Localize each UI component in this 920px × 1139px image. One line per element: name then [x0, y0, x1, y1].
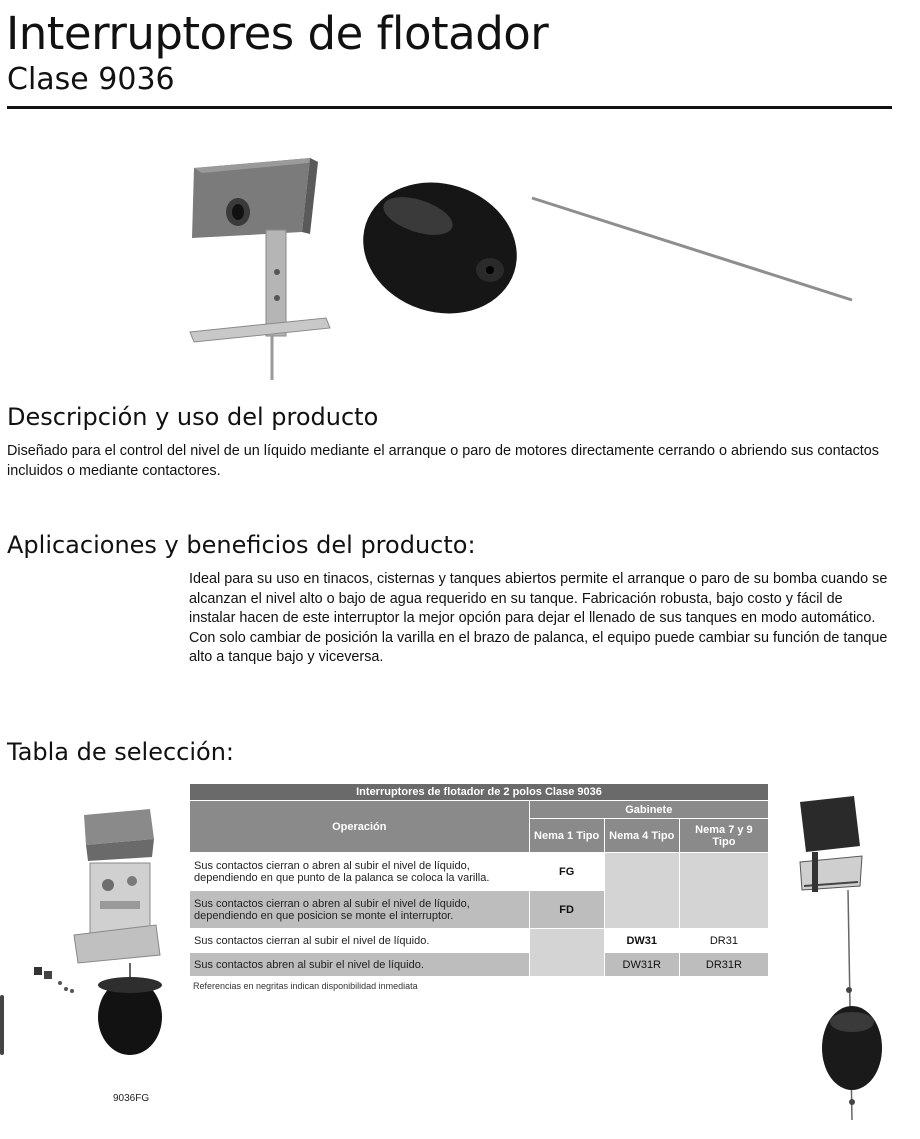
- row-nema1: FG: [529, 853, 604, 891]
- selection-table: [189, 783, 769, 977]
- table-row: [190, 853, 769, 891]
- row-nema4: DW31R: [604, 953, 679, 977]
- header-rule: [7, 106, 892, 109]
- switch-housing-image: [190, 158, 330, 380]
- row-nema1: FD: [529, 891, 604, 929]
- page-subtitle: Clase 9036: [7, 62, 175, 97]
- rod-image: [532, 198, 852, 300]
- description-body: Diseñado para el control del nivel de un líquido mediante el arranque o paro de motores directamente cerrando o abriendo sus contactos incluidos o mediante contactores.: [7, 443, 879, 479]
- column-header-nema4: Nema 4 Tipo: [604, 819, 679, 853]
- row-nema79: DR31R: [679, 953, 768, 977]
- image-caption: 9036FG: [113, 1093, 150, 1104]
- applications-body: Ideal para su uso en tinacos, cisternas y tanques abiertos permite el arranque o paro de su bomba cuando se alcanzan el nivel alto o bajo de agua requerido en su tanque. Fabricación robusta, bajo costo y fácil de instalar hacen de este interruptor la mejor opción para dejar el llenado de sus tanques en modo automático. Con solo cambiar de posición la varilla en el brazo de palanca, el equipo puede cambiar su función de tanque alto a tanque bajo y viceversa.: [189, 571, 888, 665]
- applications-heading: Aplicaciones y beneficios del producto:: [7, 531, 476, 559]
- column-group-gabinete: Gabinete: [529, 801, 768, 819]
- float-image: [346, 163, 534, 333]
- selection-heading: Tabla de selección:: [7, 738, 235, 766]
- column-header-nema79: Nema 7 y 9 Tipo: [679, 819, 768, 853]
- table-note: Referencias en negritas indican disponibilidad inmediata: [193, 981, 418, 991]
- edge-mark: [0, 995, 4, 1055]
- row-nema79: DR31: [679, 929, 768, 953]
- description-heading: Descripción y uso del producto: [7, 403, 379, 431]
- row-nema4-empty: [604, 853, 679, 929]
- table-title: Interruptores de flotador de 2 polos Clase 9036: [190, 784, 769, 801]
- row-operacion: Sus contactos cierran o abren al subir el nivel de líquido, dependiendo en que punto de la palanca se coloca la varilla.: [190, 853, 530, 891]
- table-row: [190, 929, 769, 953]
- row-nema4: DW31: [604, 929, 679, 953]
- column-header-operacion: Operación: [190, 801, 530, 853]
- row-operacion: Sus contactos abren al subir el nivel de líquido.: [190, 953, 530, 977]
- row-operacion: Sus contactos cierran al subir el nivel de líquido.: [190, 929, 530, 953]
- row-operacion: Sus contactos cierran o abren al subir el nivel de líquido, dependiendo en que posicion se monte el interruptor.: [190, 891, 530, 929]
- float-switch-assembly-image: [28, 805, 198, 1090]
- row-nema79-empty: [679, 853, 768, 929]
- row-nema1-empty: [529, 929, 604, 977]
- float-switch-installed-image: [790, 790, 900, 1135]
- page-title: Interruptores de flotador: [6, 7, 549, 60]
- product-photos: [180, 140, 860, 385]
- table-row: [190, 953, 769, 977]
- column-header-nema1: Nema 1 Tipo: [529, 819, 604, 853]
